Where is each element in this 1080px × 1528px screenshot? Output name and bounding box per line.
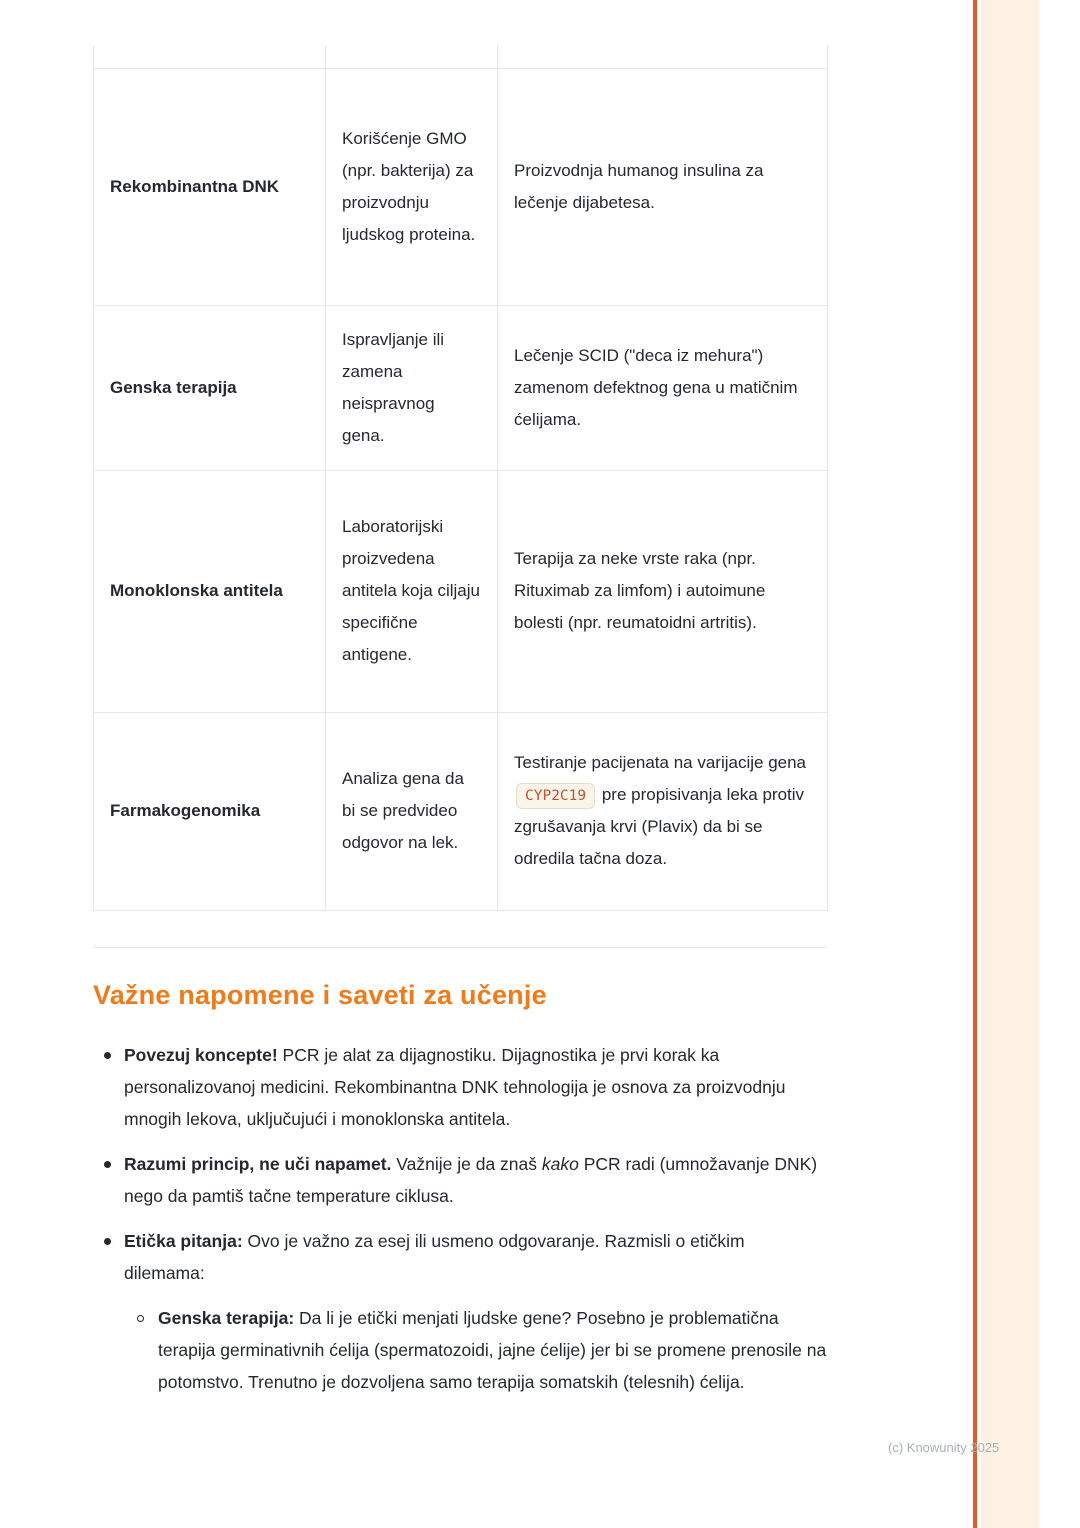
- list-item: [93, 1039, 827, 1135]
- list-item-lead: Etička pitanja:: [124, 1230, 243, 1251]
- list-item-lead: Genska terapija:: [158, 1307, 295, 1328]
- table-cell-example: Terapija za neke vrste raka (npr. Rituximab za limfom) i autoimune bolesti (npr. reumatoidni artritis).: [498, 470, 828, 712]
- table-row-cutoff: [94, 45, 828, 68]
- table-cell-example: Proizvodnja humanog insulina za lečenje dijabetesa.: [498, 68, 828, 305]
- list-item-text: PCR radi (umnožavanje DNK) nego da pamtiš tačne temperature ciklusa.: [124, 1153, 818, 1206]
- table-row: [94, 68, 828, 305]
- list-item-text: PCR je alat za dijagnostiku. Dijagnostika je prvi korak ka personalizovanoj medicini. Rekombinantna DNK tehnologija je osnova za proizvodnju mnogih lekova, uključujući i monoklonska antitela.: [124, 1044, 786, 1129]
- list-item: [93, 1148, 827, 1212]
- table-cell-description: Laboratorijski proizvedena antitela koja ciljaju specifične antigene.: [326, 470, 498, 712]
- page-edge-strip: [981, 0, 1039, 1528]
- section-heading: Važne napomene i saveti za učenje: [93, 979, 547, 1010]
- list-item-italic: kako: [541, 1153, 579, 1174]
- table-cell-description: Analiza gena da bi se predvideo odgovor na lek.: [326, 712, 498, 910]
- biotech-applications-table: [93, 45, 828, 911]
- table-cell-example: Lečenje SCID ("deca iz mehura") zamenom defektnog gena u matičnim ćelijama.: [498, 305, 828, 470]
- sub-list-item: [124, 1302, 827, 1398]
- table-cell-empty: [326, 45, 498, 68]
- list-item-text: Važnije je da znaš: [391, 1153, 542, 1174]
- table-cell-description: Korišćenje GMO (npr. bakterija) za proizvodnju ljudskog proteina.: [326, 68, 498, 305]
- table-cell-term: Rekombinantna DNK: [94, 68, 326, 305]
- table-cell-empty: [94, 45, 326, 68]
- notes-list: [93, 1039, 827, 1398]
- list-item: [93, 1225, 827, 1398]
- table-cell-term: Monoklonska antitela: [94, 470, 326, 712]
- table-cell-empty: [498, 45, 828, 68]
- list-item-text: Ovo je važno za esej ili usmeno odgovaranje. Razmisli o etičkim dilemama:: [124, 1230, 745, 1283]
- list-item-text: Da li je etički menjati ljudske gene? Posebno je problematična terapija germinativnih ćelija (spermatozoidi, jajne ćelije) jer bi se promene prenosile na potomstvo. Trenutno je dozvoljena samo terapija somatskih (telesnih) ćelija.: [158, 1307, 827, 1392]
- list-item-lead: Razumi princip, ne uči napamet.: [124, 1153, 392, 1174]
- table-cell-description: Ispravljanje ili zamena neispravnog gena.: [326, 305, 498, 470]
- page-edge-accent-line: [973, 0, 977, 1528]
- circle-bullet-icon: [137, 1315, 144, 1322]
- example-text-before: Testiranje pacijenata na varijacije gena: [514, 753, 807, 772]
- section-divider: [93, 947, 827, 948]
- example-text-after: pre propisivanja leka protiv zgrušavanja krvi (Plavix) da bi se odredila tačna doza.: [514, 785, 805, 868]
- table-row: [94, 470, 828, 712]
- table-cell-term: Genska terapija: [94, 305, 326, 470]
- bullet-icon: [104, 1052, 111, 1059]
- gene-code-badge: CYP2C19: [516, 783, 595, 809]
- table-cell-term: Farmakogenomika: [94, 712, 326, 910]
- table-cell-example: [498, 712, 828, 910]
- table-row: [94, 305, 828, 470]
- bullet-icon: [104, 1161, 111, 1168]
- list-item-lead: Povezuj koncepte!: [124, 1044, 278, 1065]
- bullet-icon: [104, 1238, 111, 1245]
- page-content: [93, 45, 827, 1411]
- copyright-text: (c) Knowunity 2025: [888, 1440, 1000, 1455]
- table-row: [94, 712, 828, 910]
